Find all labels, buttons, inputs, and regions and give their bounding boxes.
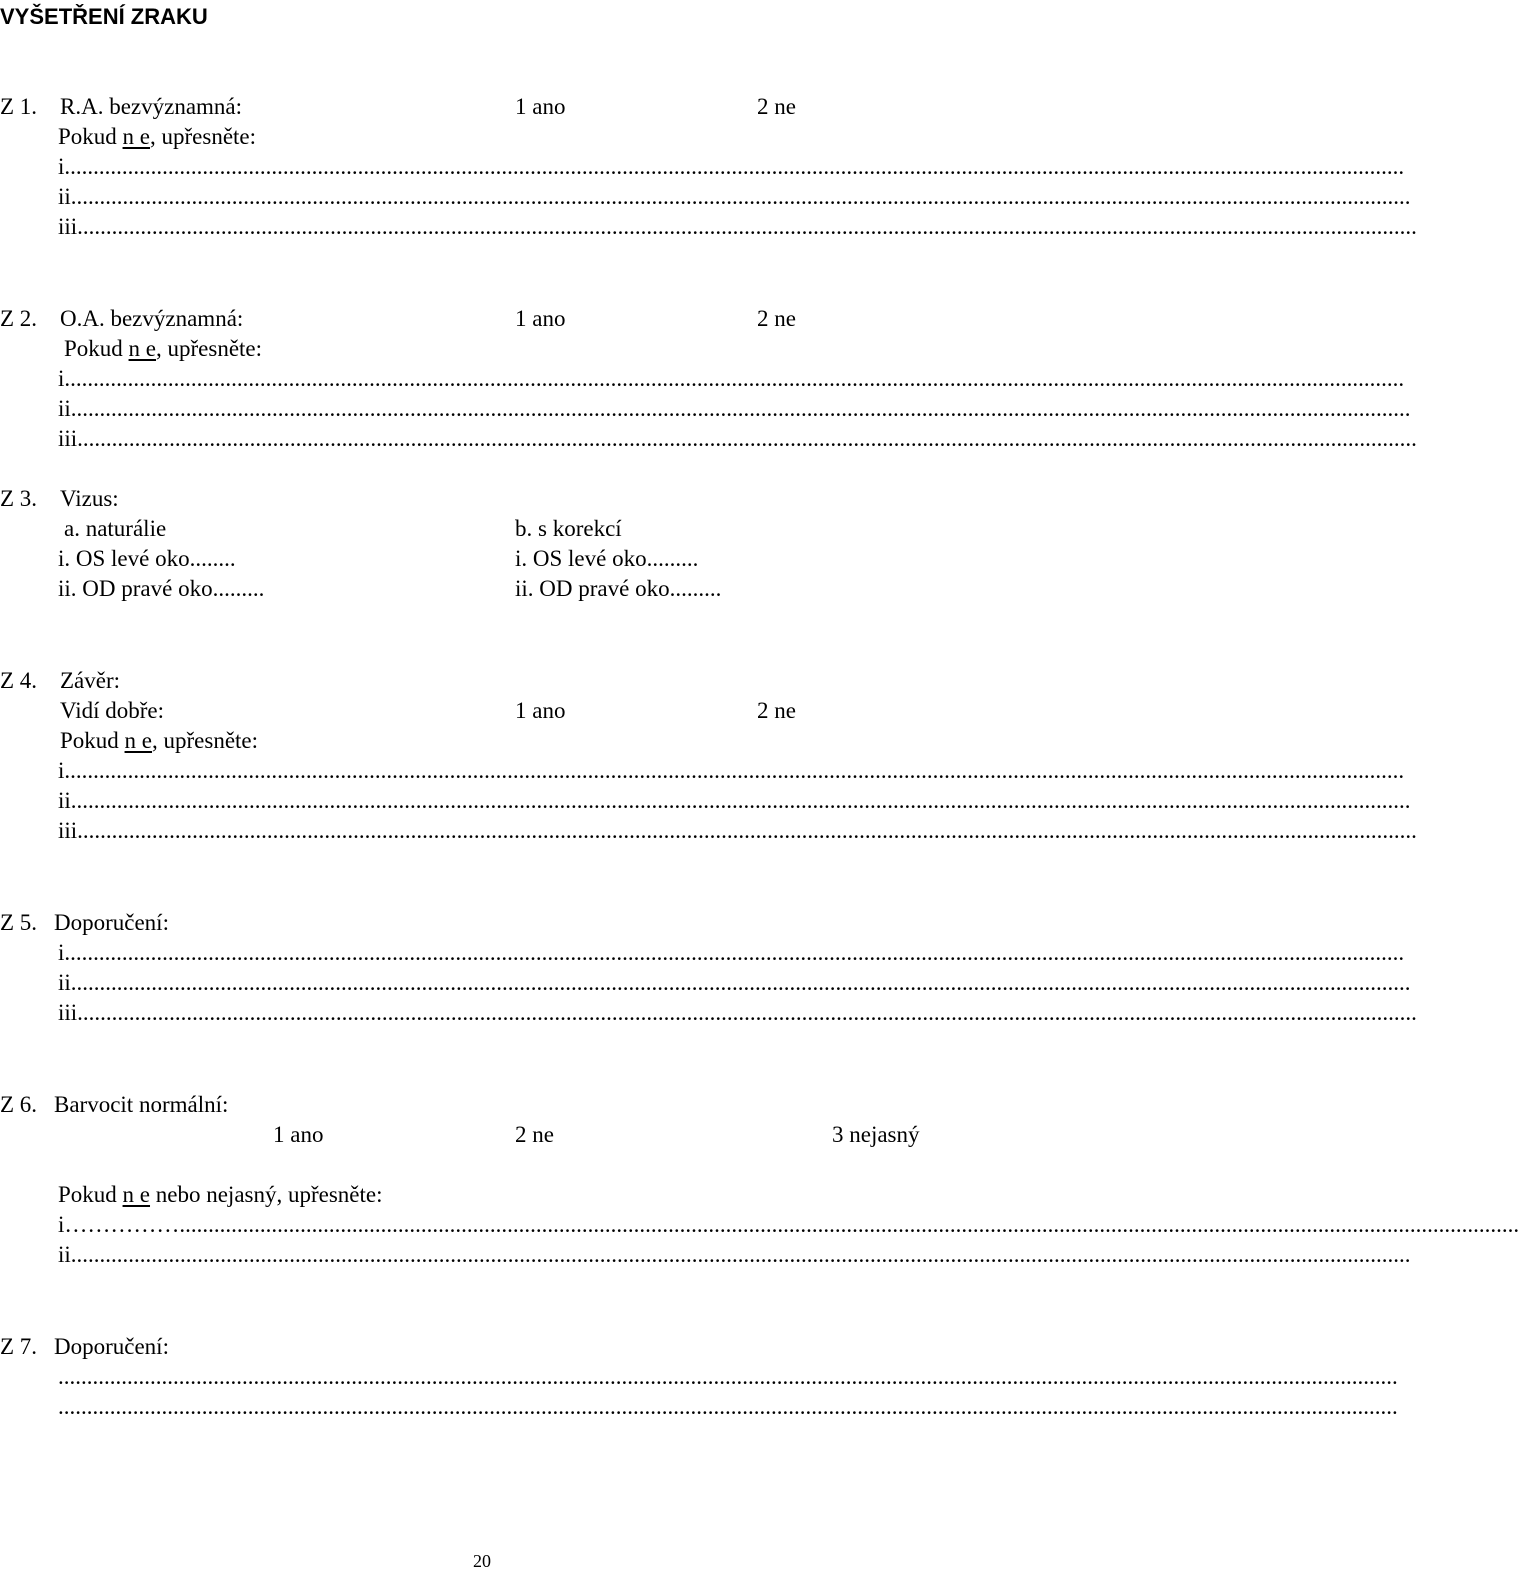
z1-label: R.A. bezvýznamná:	[60, 94, 243, 119]
z1-option-yes[interactable]: 1 ano	[515, 94, 566, 119]
z3-naturalie-left-eye[interactable]: i. OS levé oko........	[58, 546, 236, 571]
z5-label: Doporučení:	[54, 910, 169, 935]
z6-specify-label: Pokud n e nebo nejasný, upřesněte:	[58, 1182, 383, 1207]
z3-korekci-right-eye[interactable]: ii. OD pravé oko.........	[515, 576, 722, 601]
z6-option-unclear[interactable]: 3 nejasný	[832, 1122, 920, 1147]
z2-specify-label: Pokud n e, upřesněte:	[64, 336, 263, 361]
z4-question: Vidí dobře:	[60, 698, 165, 723]
z2-label: O.A. bezvýznamná:	[60, 306, 244, 331]
page-title: VYŠETŘENÍ ZRAKU	[0, 4, 208, 29]
z4-option-no[interactable]: 2 ne	[757, 698, 796, 723]
z4-line-3[interactable]: iii.........................................................................................................................................................................................................................................	[58, 818, 1417, 843]
z2-line-2[interactable]: ii.........................................................................................................................................................................................................................................	[58, 396, 1411, 421]
z2-option-yes[interactable]: 1 ano	[515, 306, 566, 331]
z3-korekci-left-eye[interactable]: i. OS levé oko.........	[515, 546, 699, 571]
z1-specify-label: Pokud n e, upřesněte:	[58, 124, 257, 149]
z5-line-2[interactable]: ii.........................................................................................................................................................................................................................................	[58, 970, 1411, 995]
z6-label: Barvocit normální:	[54, 1092, 229, 1117]
z3-korekci-label: b. s korekcí	[515, 516, 622, 541]
z2-option-no[interactable]: 2 ne	[757, 306, 796, 331]
z3-label: Vizus:	[60, 486, 119, 511]
z1-number: Z 1.	[0, 94, 38, 119]
z7-line-1[interactable]: .........................................................................................................................................................................................................................................	[58, 1364, 1398, 1389]
z6-option-yes[interactable]: 1 ano	[273, 1122, 324, 1147]
z2-line-1[interactable]: i.........................................................................................................................................................................................................................................	[58, 366, 1405, 391]
z4-label: Závěr:	[60, 668, 121, 693]
z1-line-3[interactable]: iii.........................................................................................................................................................................................................................................	[58, 214, 1417, 239]
z5-number: Z 5.	[0, 910, 38, 935]
page-number: 20	[473, 1551, 491, 1571]
z4-number: Z 4.	[0, 668, 38, 693]
z7-number: Z 7.	[0, 1334, 38, 1359]
z5-line-3[interactable]: iii.........................................................................................................................................................................................................................................	[58, 1000, 1417, 1025]
z4-line-1[interactable]: i.........................................................................................................................................................................................................................................	[58, 758, 1405, 783]
z3-naturalie-right-eye[interactable]: ii. OD pravé oko.........	[58, 576, 265, 601]
z6-line-2[interactable]: ii.........................................................................................................................................................................................................................................	[58, 1242, 1411, 1267]
z7-label: Doporučení:	[54, 1334, 169, 1359]
z7-line-2[interactable]: .........................................................................................................................................................................................................................................	[58, 1394, 1398, 1419]
z2-number: Z 2.	[0, 306, 38, 331]
z4-option-yes[interactable]: 1 ano	[515, 698, 566, 723]
z4-specify-label: Pokud n e, upřesněte:	[60, 728, 259, 753]
z4-line-2[interactable]: ii.........................................................................................................................................................................................................................................	[58, 788, 1411, 813]
z3-naturalie-label: a. naturálie	[64, 516, 167, 541]
z6-line-1[interactable]: i…………….........................................................................................................................................................................................................................................	[58, 1212, 1519, 1237]
z3-number: Z 3.	[0, 486, 38, 511]
z6-option-no[interactable]: 2 ne	[515, 1122, 554, 1147]
z1-option-no[interactable]: 2 ne	[757, 94, 796, 119]
z2-line-3[interactable]: iii.........................................................................................................................................................................................................................................	[58, 426, 1417, 451]
z1-line-1[interactable]: i.........................................................................................................................................................................................................................................	[58, 154, 1405, 179]
z5-line-1[interactable]: i.........................................................................................................................................................................................................................................	[58, 940, 1405, 965]
z6-number: Z 6.	[0, 1092, 38, 1117]
z1-line-2[interactable]: ii.........................................................................................................................................................................................................................................	[58, 184, 1411, 209]
